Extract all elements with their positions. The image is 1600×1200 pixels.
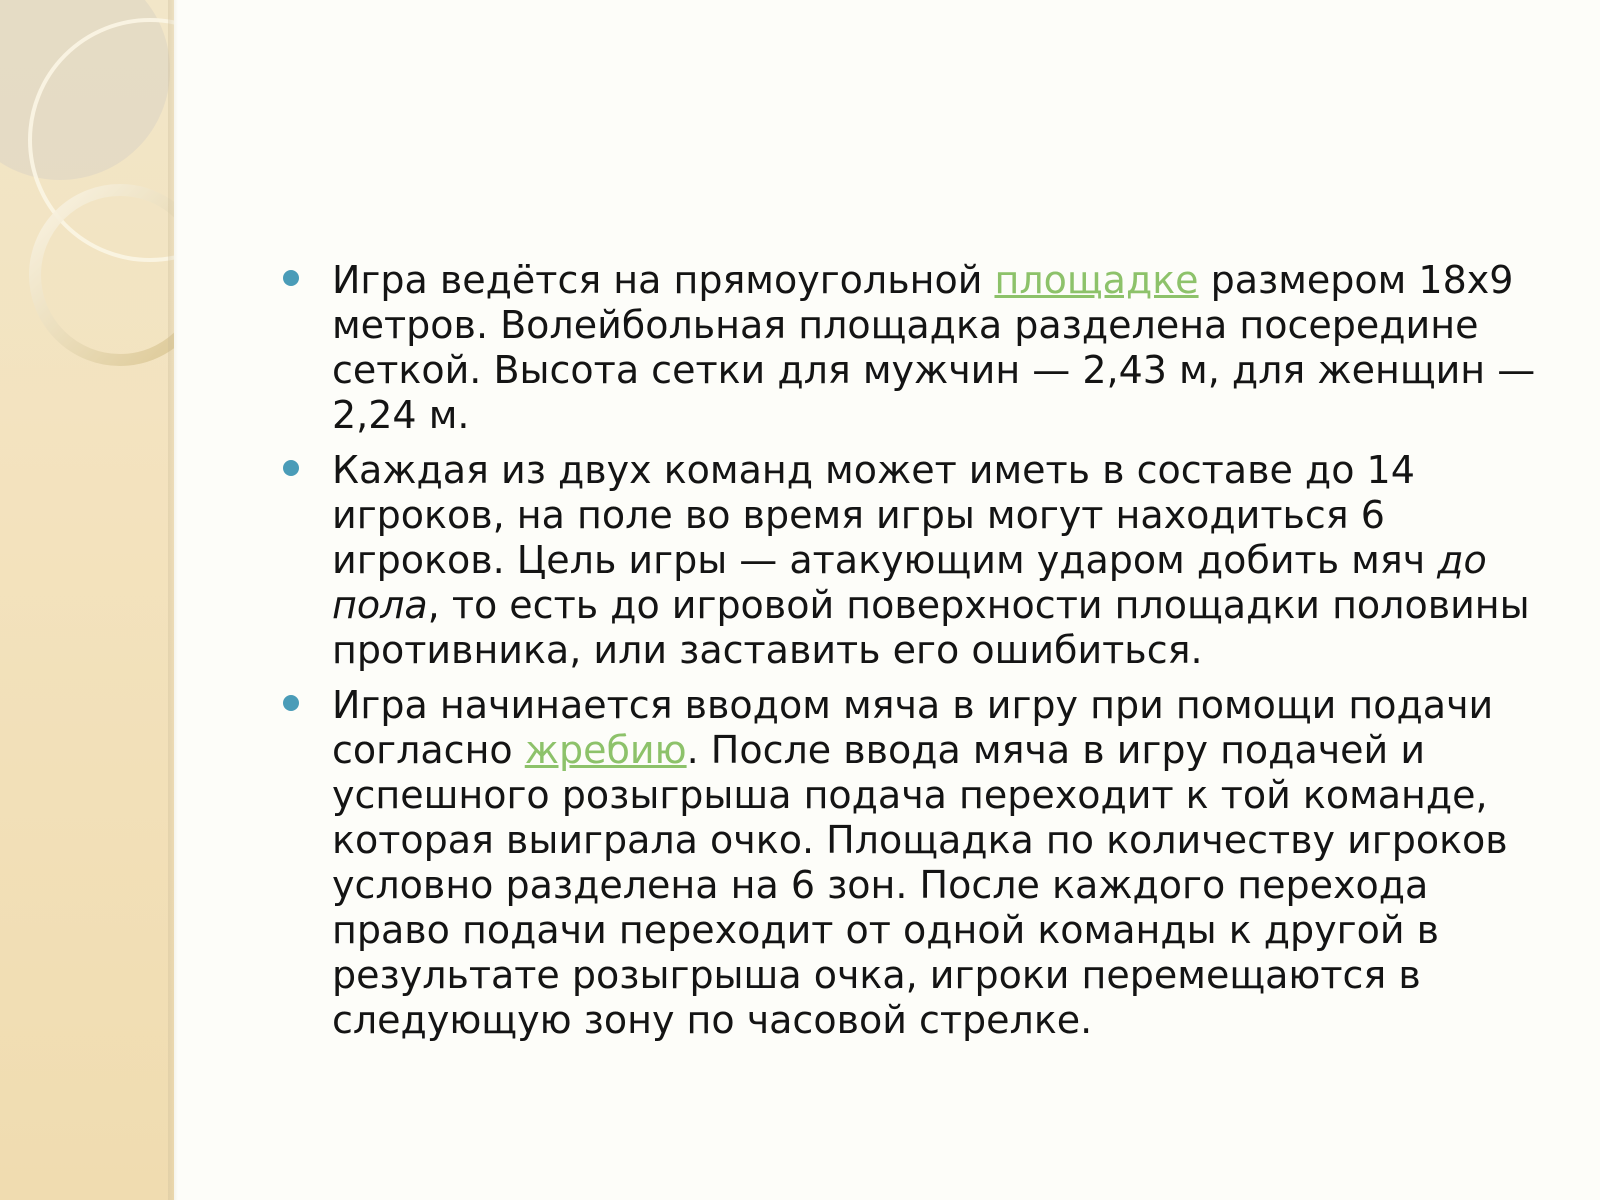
bullet-dot-icon (283, 270, 299, 286)
top-circle-shape (0, 0, 170, 180)
bullet-text-segment: размером 18х9 метров. Волейбольная площадка разделена посередине сеткой. Высота сетки для мужчин — 2,43 м, для женщин — 2,24 м. (332, 258, 1536, 437)
slide-content (280, 258, 1550, 1053)
bullet-text-segment: . После ввода мяча в игру подачей и успешного розыгрыша подача переходит к той команде, которая выиграла очко. Площадка по количеству игроков условно разделена на 6 зон. После каждого перехода право подачи переходит от одной команды к другой в результате розыгрыша очка, игроки перемещаются в следующую зону по часовой стрелке. (332, 728, 1508, 1042)
bullet-dot-icon (283, 460, 299, 476)
court-link[interactable]: площадке (994, 258, 1199, 302)
side-panel-shadow (168, 0, 178, 1200)
bullet-item-teams (280, 448, 1550, 673)
bullet-text-segment: , то есть до игровой поверхности площадки половины противника, или заставить его ошибиться. (332, 583, 1530, 672)
decorative-rings (0, 0, 174, 420)
bullet-dot-icon (283, 695, 299, 711)
small-ring-shape (35, 190, 174, 360)
bullet-item-court (280, 258, 1550, 438)
bullet-text-segment: Игра ведётся на прямоугольной (332, 258, 995, 302)
italic-term: до пола (332, 538, 1487, 627)
bullet-text-segment: Игра начинается вводом мяча в игру при помощи подачи согласно (332, 683, 1494, 772)
bullet-item-serve (280, 683, 1550, 1043)
bullet-text-segment: Каждая из двух команд может иметь в составе до 14 игроков, на поле во время игры могут находиться 6 игроков. Цель игры — атакующим ударом добить мяч (332, 448, 1438, 582)
lot-link[interactable]: жребию (524, 728, 687, 772)
side-decorative-panel (0, 0, 174, 1200)
